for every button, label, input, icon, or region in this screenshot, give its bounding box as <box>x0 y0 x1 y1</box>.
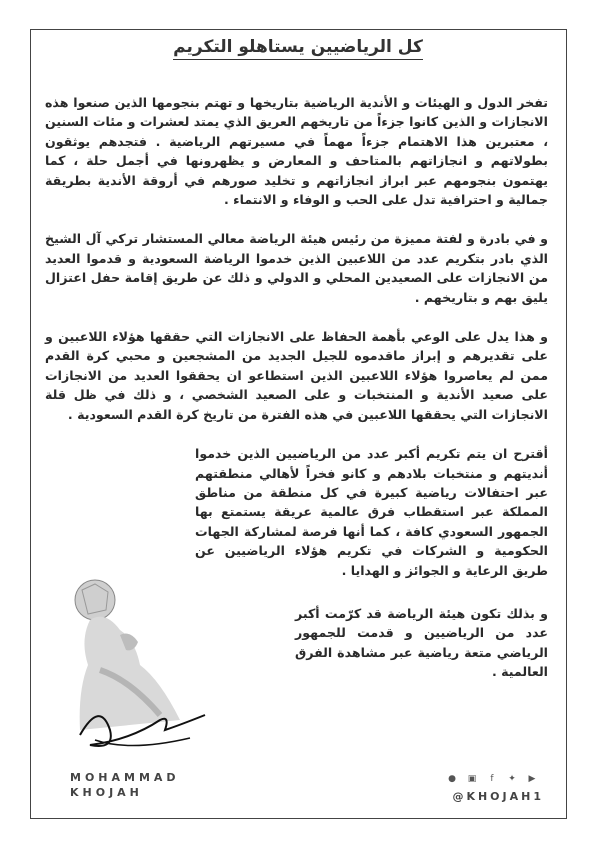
author-last-name: KHOJAH <box>70 786 143 799</box>
author-name <box>70 770 180 800</box>
author-handle: @KHOJAH1 <box>452 790 544 803</box>
paragraph-1: تفخر الدول و الهيئات و الأندية الرياضية بتاريخها و تهتم بنجومها الذين صنعوا هذه الانجازات و الذين كانوا جزءاً من تاريخهم العريق الذي يمتد لعشرات و مئات السنين ، معتبرين هذا الاهتمام جزءاً مهماً في مسيرتهم الرياضية . فتجدهم يوثقون بطولاتهم و انجازاتهم بالمتاحف و المعارض و يظهرونها في أجمل حلة ، كما يهتمون بنجومهم عبر ابراز انجازاتهم و تخليد صورهم في أروقة الأندية بطريقة جمالية و احترافية تدل على الحب و الوفاء و الانتماء . <box>45 95 548 208</box>
paragraph-3: و هذا يدل على الوعي بأهمة الحفاظ على الانجازات التي حققها هؤلاء اللاعبين و على تقديرهم و إبراز ماقدموه للجيل الجديد من المشجعين و محبي كرة القدم ممن لم يعاصروا هؤلاء اللاعبين الذين استطاعو ان يحققوا العديد من الانجازات على صعيد الأندية و المنتخبات و على الصعيد الشخصي ، و ذلك في ظل قلة الانجازات التي يحققها اللاعبين في هذه الفترة من تاريخ كرة القدم السعودية . <box>45 329 548 422</box>
social-icons <box>446 774 538 784</box>
instagram-icon: ▣ <box>467 774 477 784</box>
snapchat-icon: ● <box>448 774 456 784</box>
signature <box>70 690 210 760</box>
paragraph-4: أقترح ان يتم تكريم أكبر عدد من الرياضيين الذين خدموا أنديتهم و منتخبات بلادهم و كانو فخراً لأهالي منطقتهم عبر احتفالات رياضية كبيرة في كل منطقة من مناطق المملكة عبر استقطاب فرق عالمية عريقة يستمتع بها الجمهور السعودي كافة ، كما أنها فرصة لمشاركة الجهات الحكومية و الشركات في تكريم هؤلاء الرياضيين عن طريق الرعاية و الجوائز و الهدايا . <box>195 446 548 578</box>
article-title <box>0 37 596 57</box>
facebook-icon: f <box>490 774 494 784</box>
author-first-name: MOHAMMAD <box>70 771 180 784</box>
twitter-icon: ✦ <box>508 774 516 784</box>
youtube-icon: ▶ <box>528 774 536 784</box>
paragraph-2: و في بادرة و لفتة مميزة من رئيس هيئة الرياضة معالي المستشار تركي آل الشيخ الذي بادر بتكريم عدد من اللاعبين الذين خدموا الرياضة السعودية و قدموا العديد من الانجازات على الصعيدين المحلي و الدولي و ذلك عن طريق إقامة حفل اعتزال يليق بهم و بتاريخهم . <box>45 231 548 305</box>
paragraph-5: و بذلك تكون هيئة الرياضة قد كرّمت أكبر عدد من الرياضيين و قدمت للجمهور الرياضي متعة رياضية عبر مشاهدة الفرق العالمية . <box>295 605 548 680</box>
article-title-text: كل الرياضيين يستاهلو التكريم <box>173 37 423 60</box>
